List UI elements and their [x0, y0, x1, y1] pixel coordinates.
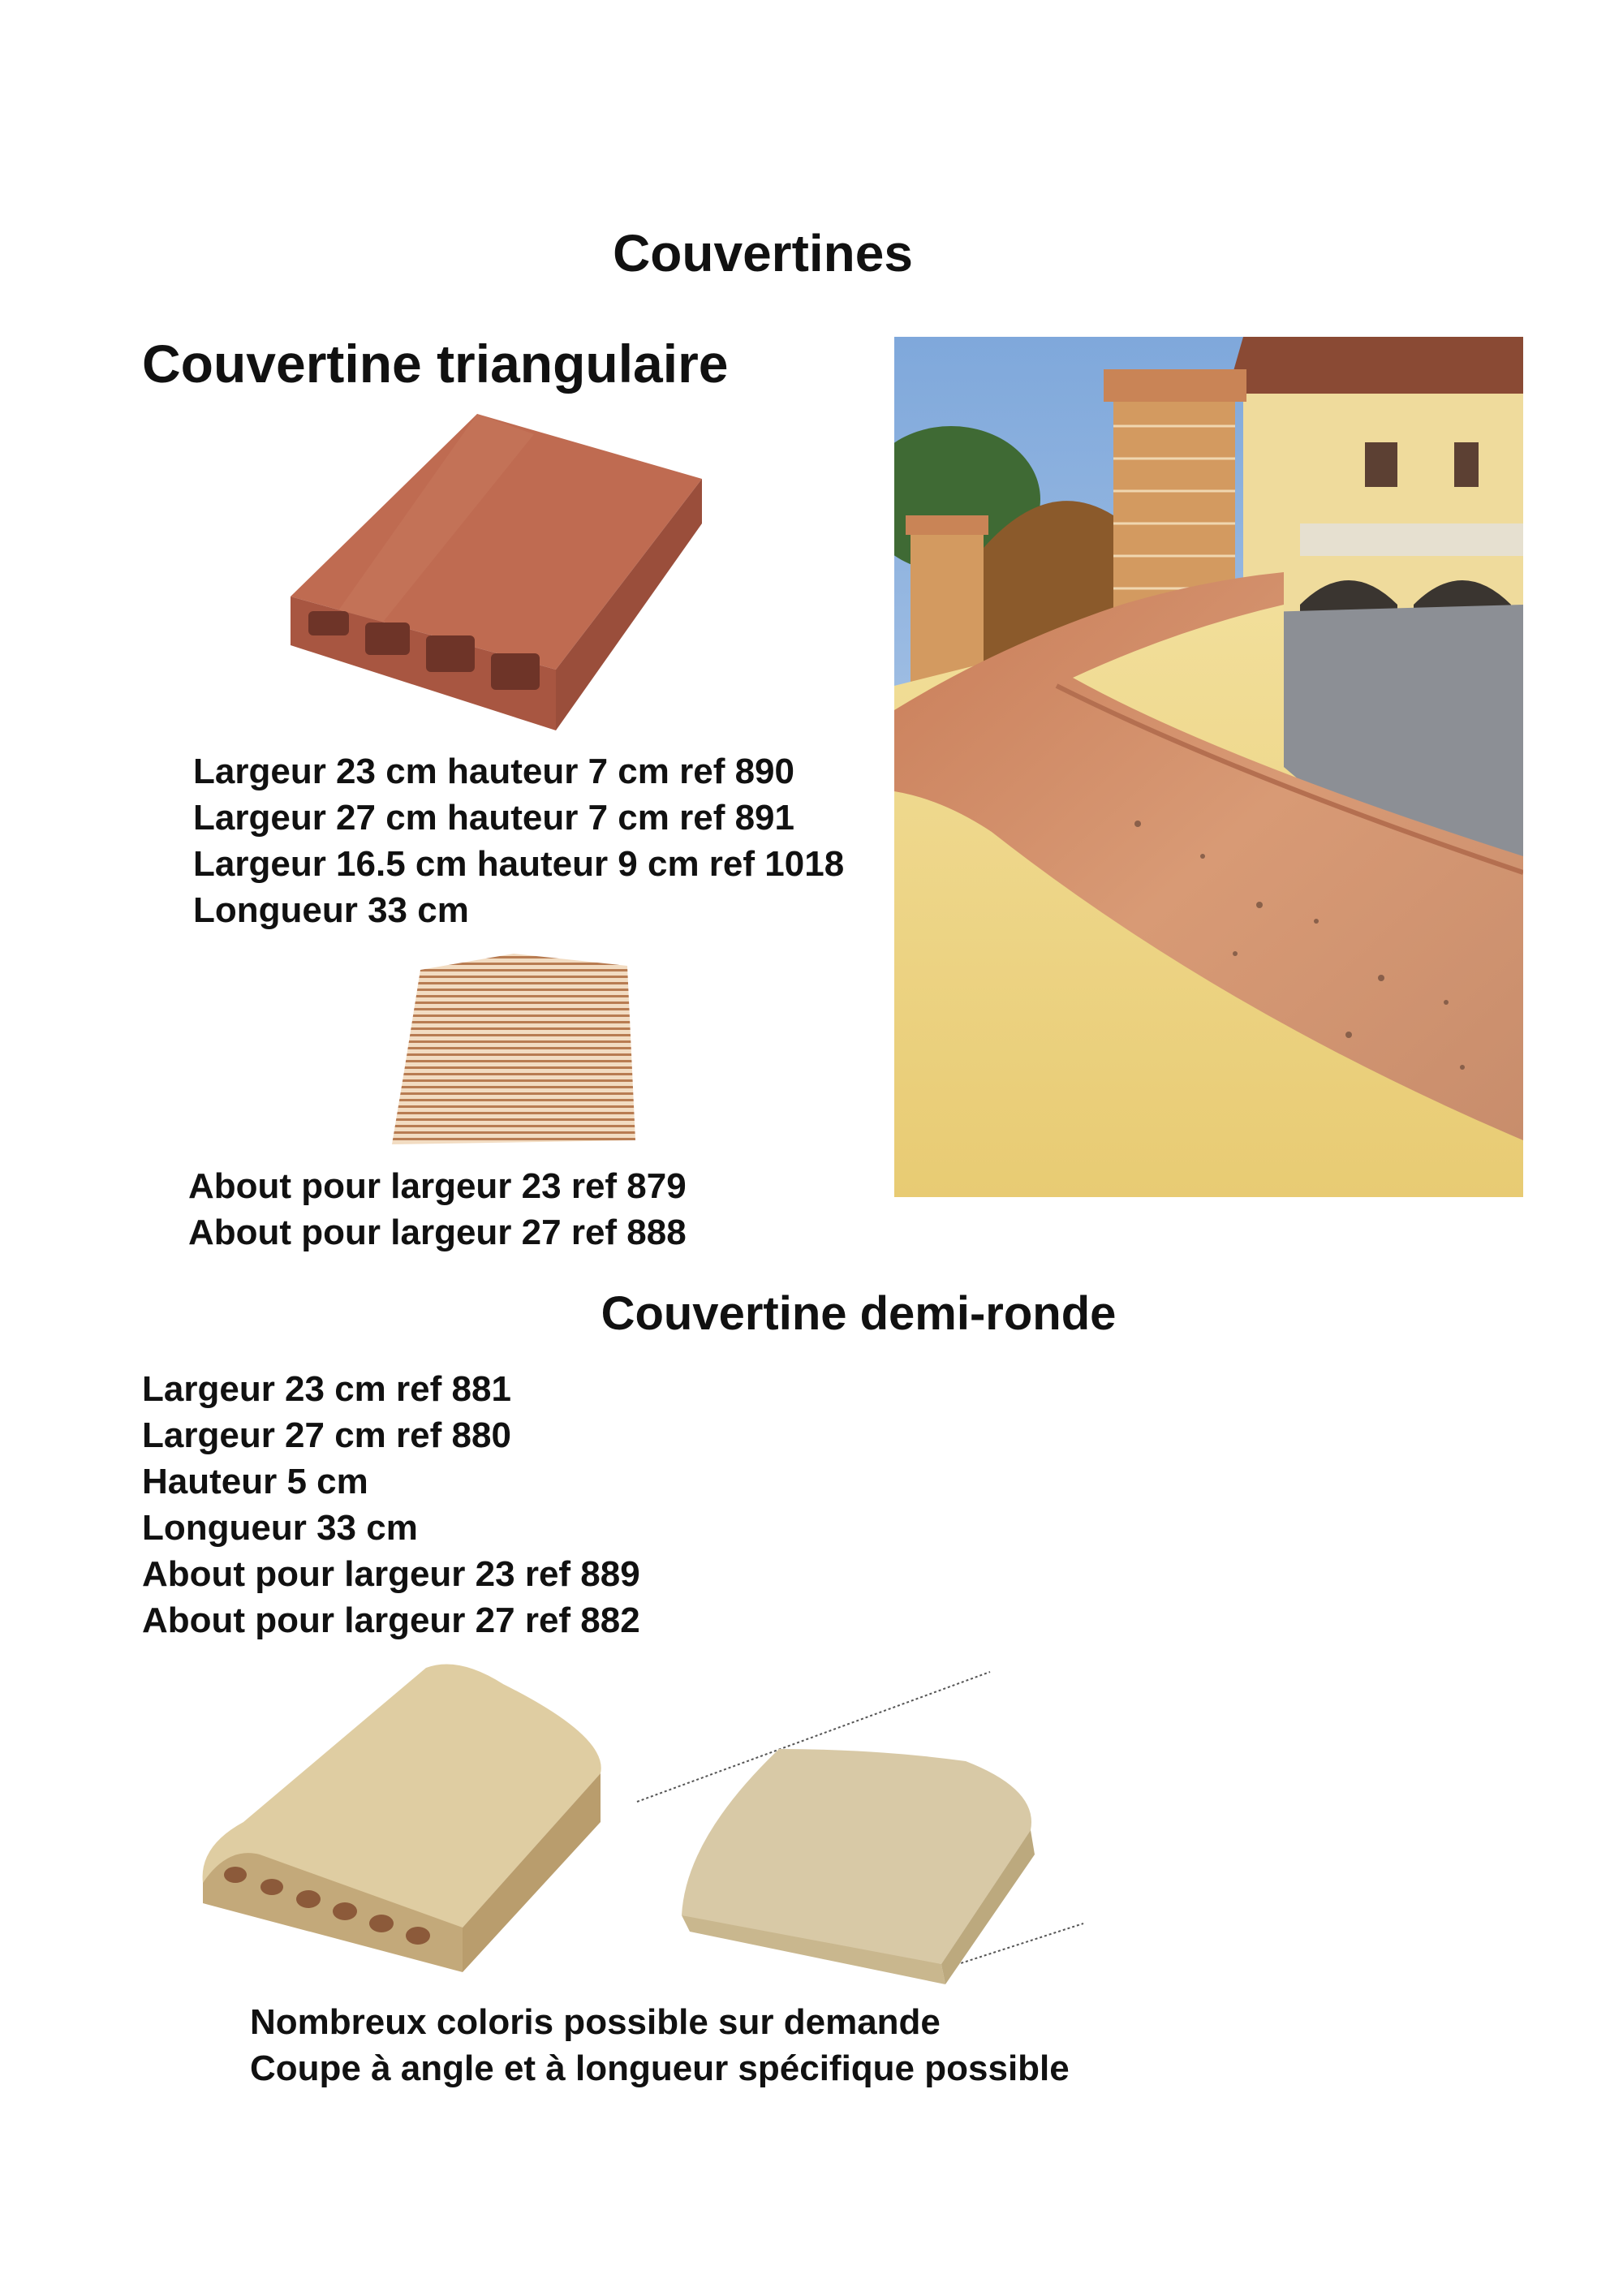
- half-round-coping-image: [195, 1660, 617, 1984]
- footer-notes: [250, 1999, 1070, 2091]
- spec-line: Longueur 33 cm: [193, 890, 469, 930]
- spec-line: Largeur 23 cm hauteur 7 cm ref 890: [193, 752, 794, 791]
- triangular-heading: Couvertine triangulaire: [142, 334, 729, 394]
- spec-line: Longueur 33 cm: [142, 1508, 418, 1548]
- page-title: Couvertines: [613, 224, 913, 282]
- triangular-about: [188, 1163, 687, 1256]
- spec-line: Hauteur 5 cm: [142, 1462, 368, 1501]
- spec-line: Largeur 16.5 cm hauteur 9 cm ref 1018: [193, 844, 845, 884]
- triangular-coping-image: [288, 410, 702, 734]
- about-line: About pour largeur 23 ref 879: [188, 1166, 687, 1206]
- footer-line: Coupe à angle et à longueur spécifique possible: [250, 2048, 1070, 2088]
- about-line: About pour largeur 27 ref 888: [188, 1213, 687, 1252]
- half-round-specs: [142, 1366, 640, 1643]
- spec-line: Largeur 27 cm ref 880: [142, 1415, 511, 1455]
- triangular-end-cap-image: [388, 950, 639, 1148]
- footer-line: Nombreux coloris possible sur demande: [250, 2002, 941, 2042]
- half-round-end-cap-image: [633, 1668, 1087, 1988]
- spec-line: About pour largeur 23 ref 889: [142, 1554, 640, 1594]
- spec-line: About pour largeur 27 ref 882: [142, 1600, 640, 1640]
- spec-line: Largeur 23 cm ref 881: [142, 1369, 511, 1409]
- wall-coping-photo: [894, 337, 1523, 1197]
- triangular-specs: [193, 748, 844, 933]
- half-round-heading: Couvertine demi-ronde: [601, 1287, 1117, 1340]
- spec-line: Largeur 27 cm hauteur 7 cm ref 891: [193, 798, 794, 838]
